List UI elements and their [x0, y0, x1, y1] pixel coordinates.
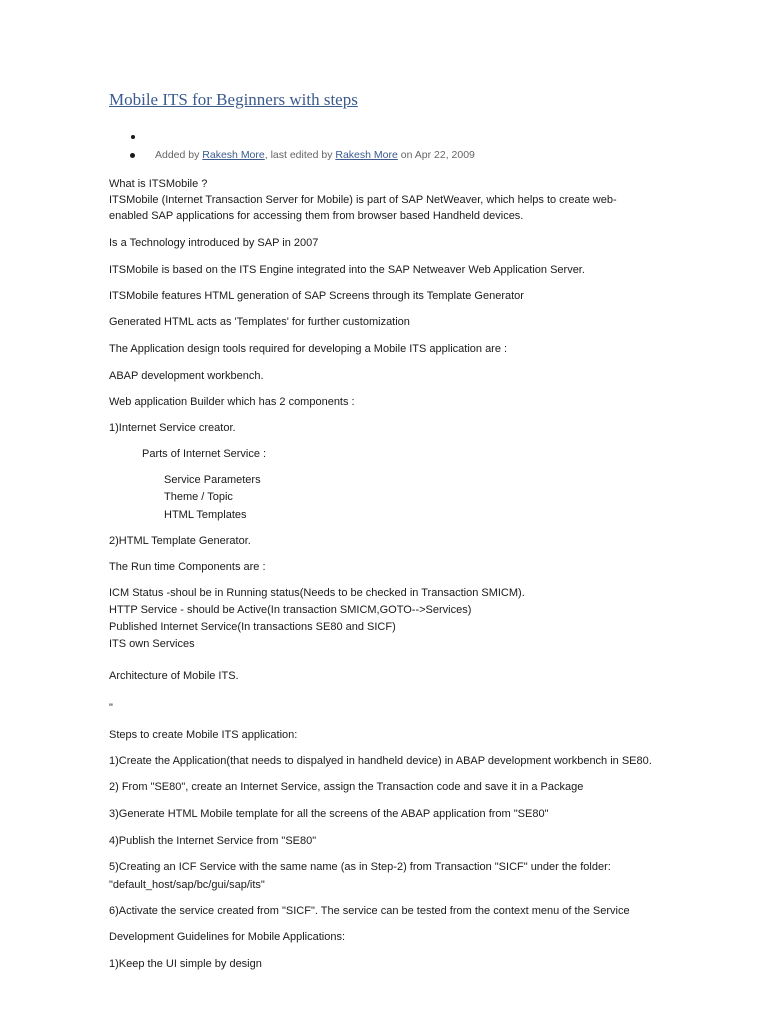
body-line: 3)Generate HTML Mobile template for all the screens of the ABAP application from "SE80" — [109, 808, 549, 820]
body-line: HTML Templates — [164, 509, 247, 521]
metadata-item — [128, 145, 475, 165]
editor-link[interactable]: Rakesh More — [335, 149, 398, 161]
body-line: ICM Status -shoul be in Running status(Needs to be checked in Transaction SMICM). — [109, 587, 525, 599]
body-line: 5)Creating an ICF Service with the same name (as in Step-2) from Transaction "SICF" under the folder: — [109, 861, 611, 873]
body-line: What is ITSMobile ? — [109, 178, 208, 190]
body-line: Web application Builder which has 2 components : — [109, 396, 355, 408]
body-line: Published Internet Service(In transactions SE80 and SICF) — [109, 621, 396, 633]
empty-bullet-item — [128, 131, 475, 145]
body-line: HTTP Service - should be Active(In transaction SMICM,GOTO-->Services) — [109, 604, 472, 616]
bullet-icon — [131, 135, 135, 139]
body-line: ITS own Services — [109, 638, 195, 650]
body-line: Architecture of Mobile ITS. — [109, 670, 239, 682]
body-line: Is a Technology introduced by SAP in 2007 — [109, 237, 319, 249]
body-line: 2) From "SE80", create an Internet Service, assign the Transaction code and save it in a Package — [109, 781, 584, 793]
body-line: ITSMobile features HTML generation of SAP Screens through its Template Generator — [109, 290, 524, 302]
added-by-label: Added by — [155, 149, 203, 161]
body-line: The Application design tools required for developing a Mobile ITS application are : — [109, 343, 508, 355]
body-line: Theme / Topic — [164, 491, 233, 503]
author-link[interactable]: Rakesh More — [202, 149, 265, 161]
body-line: 4)Publish the Internet Service from "SE80" — [109, 835, 317, 847]
page-title[interactable]: Mobile ITS for Beginners with steps — [109, 90, 358, 109]
body-line: "default_host/sap/bc/gui/sap/its" — [109, 879, 265, 891]
body-line: 1)Internet Service creator. — [109, 422, 236, 434]
body-line: Service Parameters — [164, 474, 261, 486]
body-line: Steps to create Mobile ITS application: — [109, 729, 298, 741]
body-line: Development Guidelines for Mobile Applications: — [109, 931, 346, 943]
body-line: ITSMobile is based on the ITS Engine integrated into the SAP Netweaver Web Application Server. — [109, 264, 585, 276]
body-line: ABAP development workbench. — [109, 370, 264, 382]
body-line: 1)Create the Application(that needs to dispalyed in handheld device) in ABAP development workbench in SE80. — [109, 755, 652, 767]
edited-by-label: , last edited by — [264, 149, 336, 161]
body-line: Generated HTML acts as 'Templates' for further customization — [109, 316, 410, 328]
date-label: on Apr 22, 2009 — [397, 149, 475, 161]
body-line: 1)Keep the UI simple by design — [109, 958, 262, 970]
body-line: ITSMobile (Internet Transaction Server for Mobile) is part of SAP NetWeaver, which helps to create web- — [109, 194, 617, 206]
body-line: The Run time Components are : — [109, 561, 266, 573]
body-line: " — [109, 702, 113, 714]
metadata-list — [128, 131, 475, 165]
body-line: Parts of Internet Service : — [142, 448, 267, 460]
body-line: 6)Activate the service created from "SICF". The service can be tested from the context menu of the Service — [109, 905, 630, 917]
body-line: enabled SAP applications for accessing them from browser based Handheld devices. — [109, 210, 524, 222]
bullet-icon — [130, 153, 135, 158]
body-line: 2)HTML Template Generator. — [109, 535, 251, 547]
